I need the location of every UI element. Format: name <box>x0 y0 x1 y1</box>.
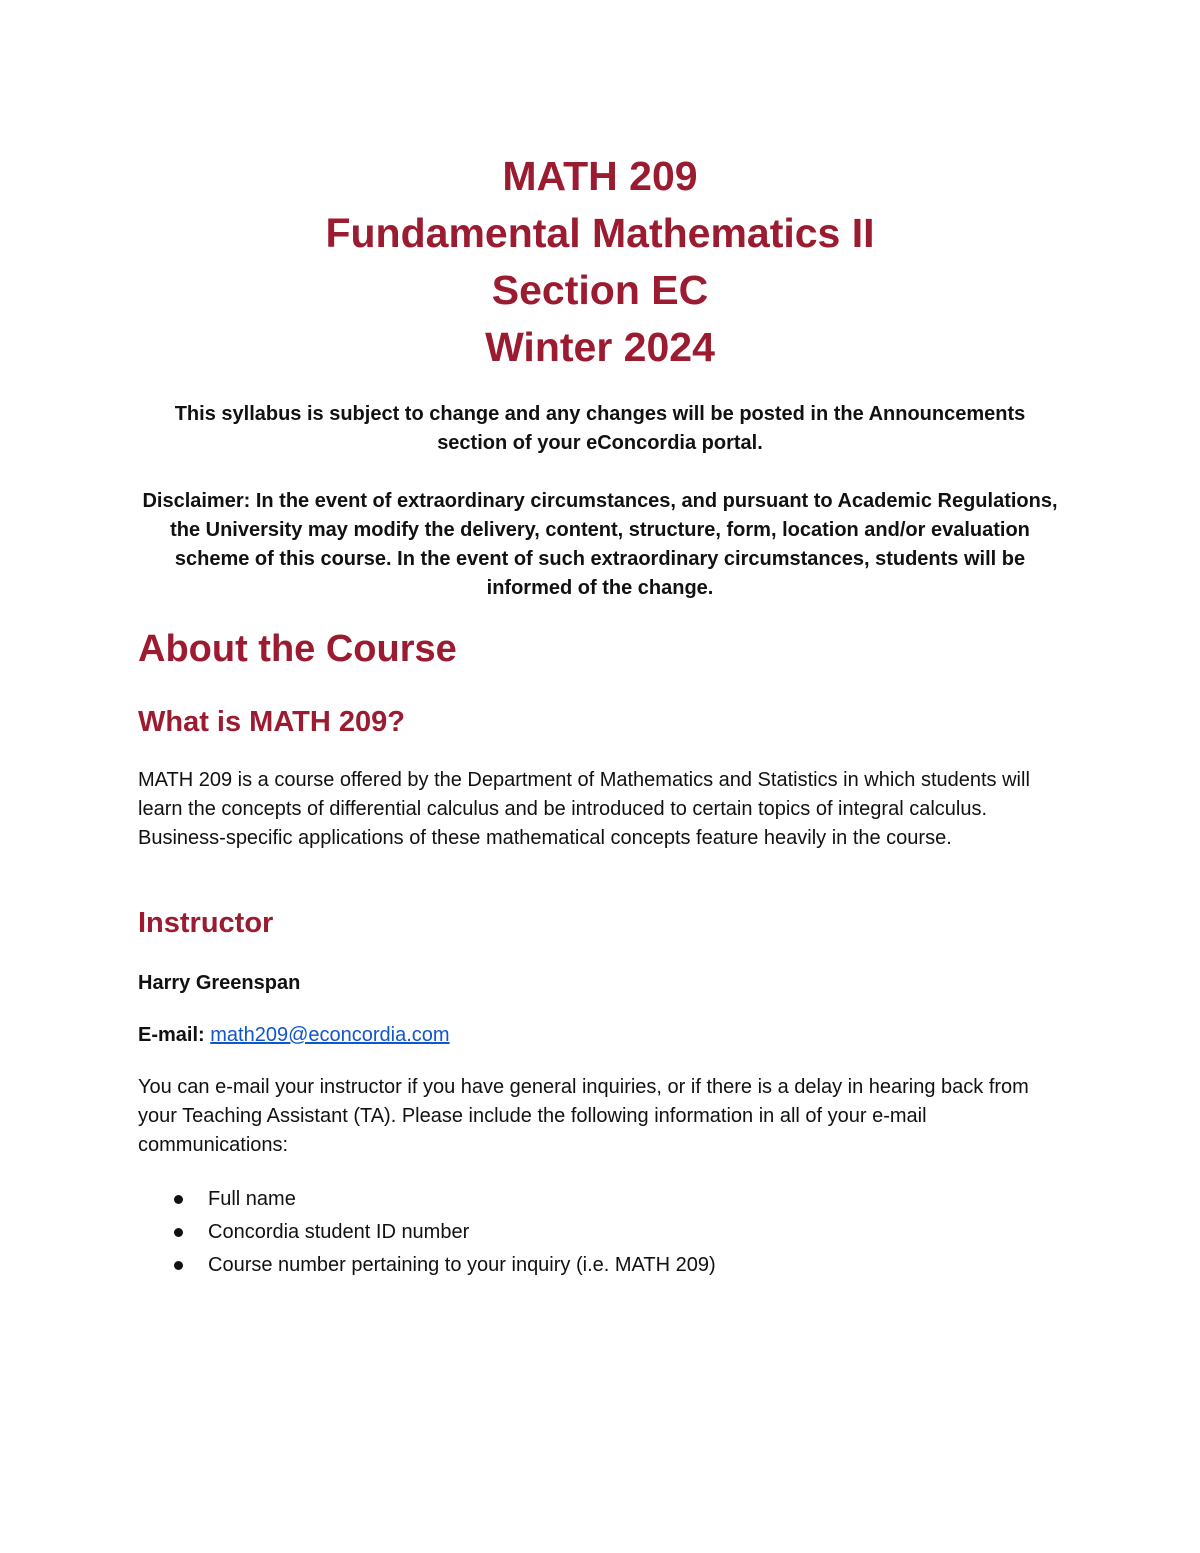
course-code: MATH 209 <box>502 153 698 199</box>
required-info-list <box>138 1185 1062 1284</box>
email-label: E-mail: <box>138 1024 205 1046</box>
bullet-icon <box>174 1261 183 1270</box>
instructor-name: Harry Greenspan <box>138 972 301 994</box>
list-item-text: Course number pertaining to your inquiry (i.e. MATH 209) <box>208 1254 716 1276</box>
bullet-icon <box>174 1228 183 1237</box>
list-item <box>138 1185 1062 1218</box>
instructor-email-link[interactable]: math209@econcordia.com <box>210 1024 450 1046</box>
about-course-heading: About the Course <box>138 628 457 670</box>
list-item <box>138 1251 1062 1284</box>
list-item-text: Full name <box>208 1188 296 1210</box>
what-is-course-heading: What is MATH 209? <box>138 706 405 738</box>
course-title-block <box>0 148 1200 376</box>
course-section: Section EC <box>491 267 709 313</box>
syllabus-change-notice: This syllabus is subject to change and any changes will be posted in the Announcements section of your eConcordia portal. <box>174 403 1026 454</box>
list-item <box>138 1218 1062 1251</box>
disclaimer-notice: Disclaimer: In the event of extraordinary circumstances, and pursuant to Academic Regulations, the University may modify the delivery, content, structure, form, location and/or evaluation scheme of this course. In the event of such extraordinary circumstances, students will be informed of the change. <box>142 490 1058 599</box>
instructor-heading: Instructor <box>138 907 274 939</box>
course-title: Fundamental Mathematics II <box>325 210 875 256</box>
course-description: MATH 209 is a course offered by the Department of Mathematics and Statistics in which students will learn the concepts of differential calculus and be introduced to certain topics of integral calculus. Business-specific applications of these mathematical concepts feature heavily in the course. <box>138 769 1030 849</box>
list-item-text: Concordia student ID number <box>208 1221 470 1243</box>
instructor-email-line <box>138 1021 450 1050</box>
course-term: Winter 2024 <box>485 324 715 370</box>
contact-instructions: You can e-mail your instructor if you have general inquiries, or if there is a delay in hearing back from your Teaching Assistant (TA). Please include the following information in all of your e-mail communications: <box>138 1076 1029 1156</box>
bullet-icon <box>174 1195 183 1204</box>
